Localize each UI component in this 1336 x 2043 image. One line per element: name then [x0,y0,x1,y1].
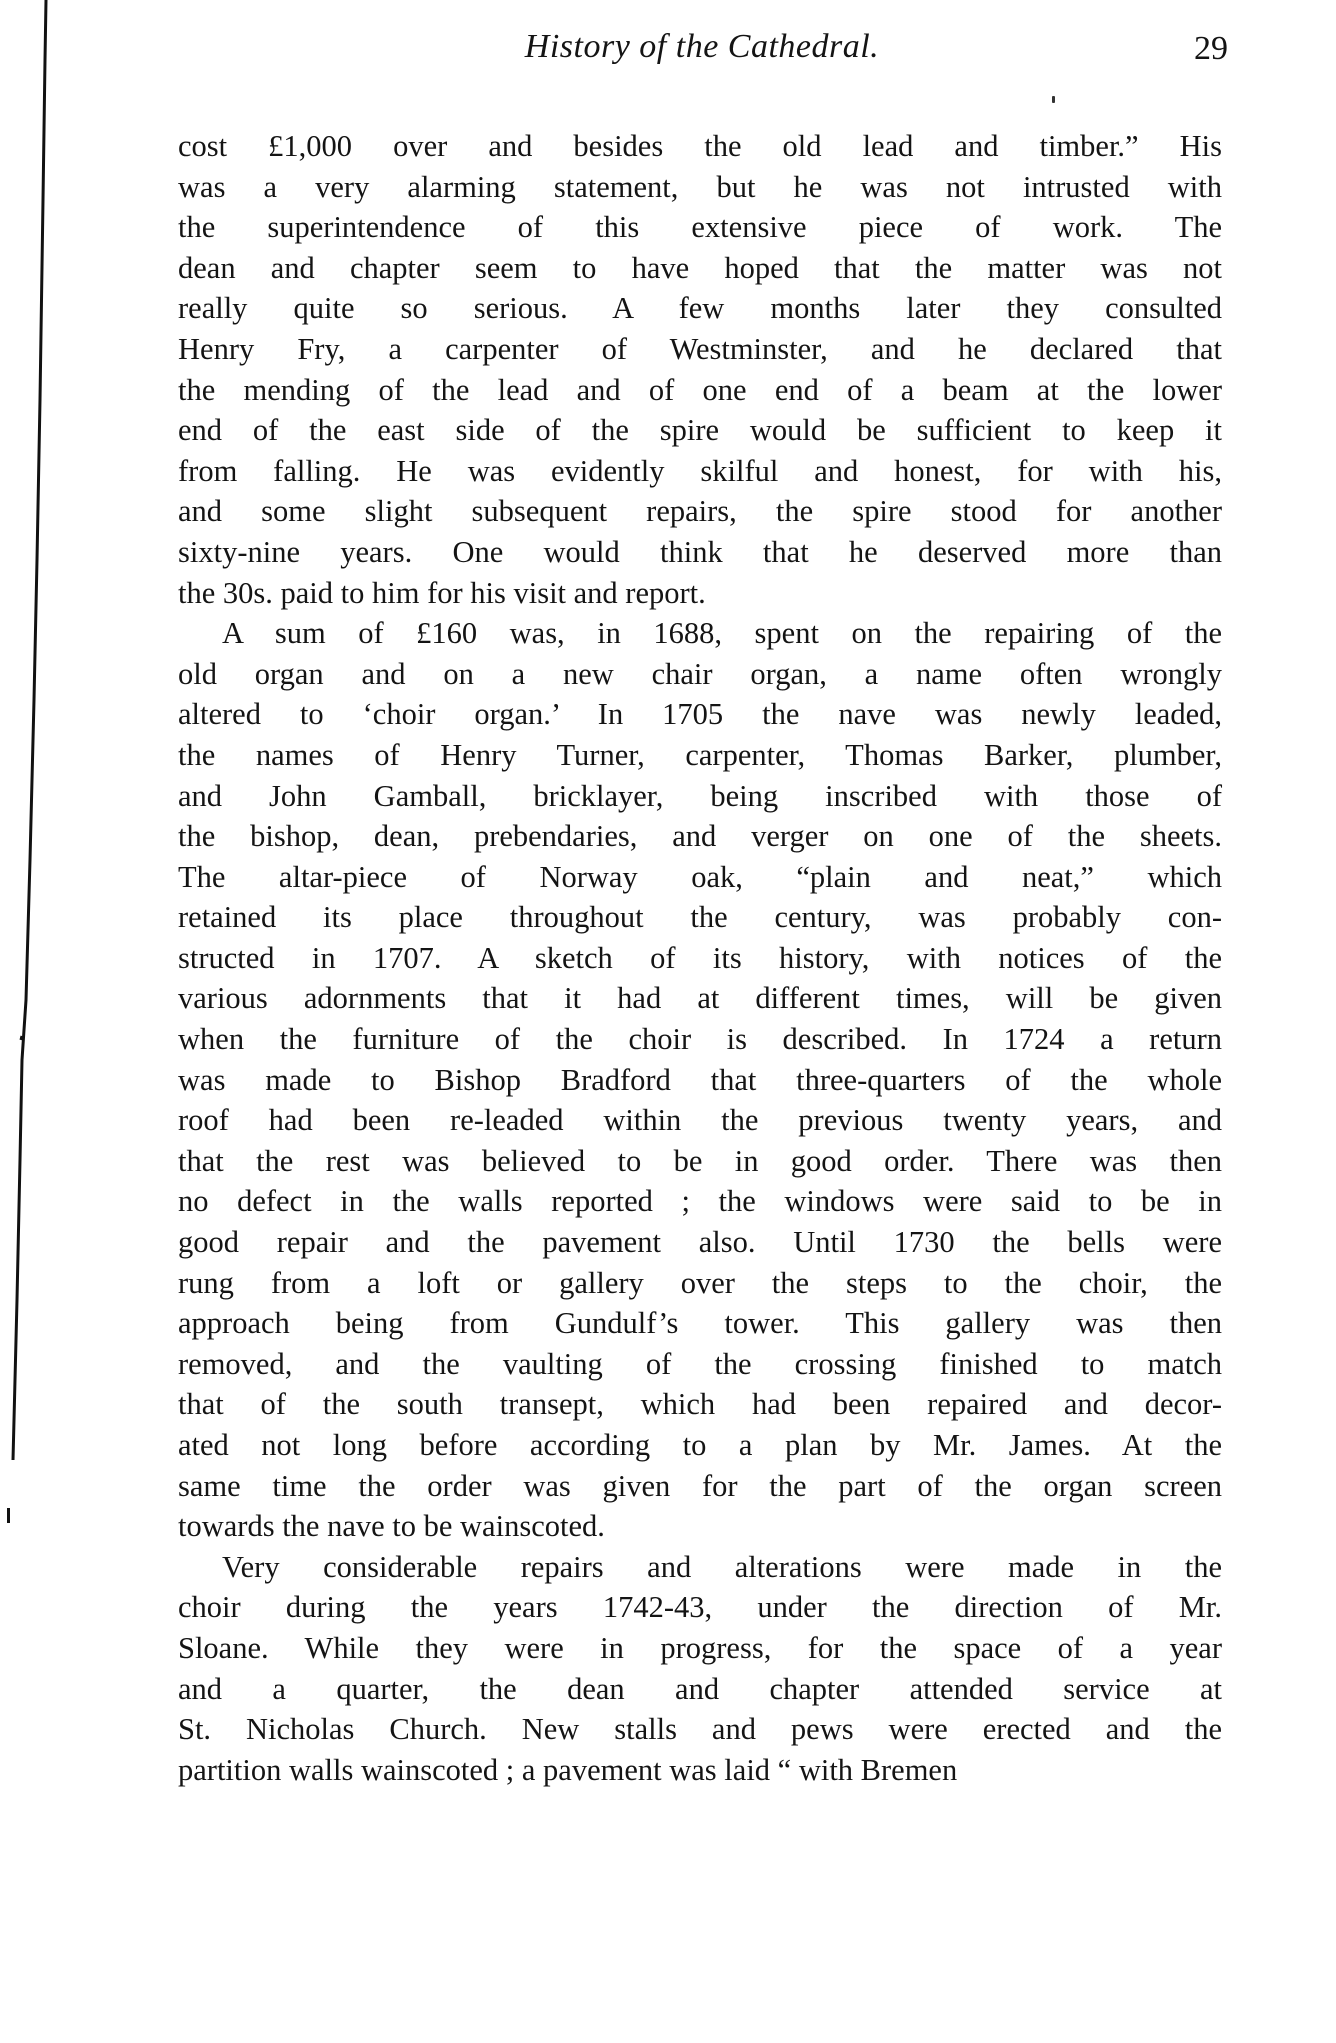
text-line: structed in 1707. A sketch of its history, with notices of the [178,940,1222,975]
text-line: choir during the years 1742-43, under the direction of Mr. [178,1590,1222,1625]
text-line: ated not long before according to a plan by Mr. James. At the [178,1428,1222,1462]
page-number: 29 [1194,30,1228,67]
text-line: altered to ‘choir organ.’ In 1705 the nave was newly leaded, [178,697,1222,732]
text-line: the bishop, dean, prebendaries, and verger on one of the sheets. [178,819,1222,854]
text-line: and a quarter, the dean and chapter attended service at [178,1671,1222,1706]
text-line: old organ and on a new chair organ, a name often wrongly [178,656,1222,691]
text-line: the 30s. paid to him for his visit and report. [178,575,706,610]
text-line: Henry Fry, a carpenter of Westminster, and he declared that [178,331,1222,366]
text-line: dean and chapter seem to have hoped that the matter was not [178,250,1222,285]
paragraph-2 [178,613,1222,1547]
text-line: various adornments that it had at different times, will be given [178,981,1222,1016]
running-title: History of the Cathedral. [524,28,880,65]
text-line: roof had been re-leaded within the previous twenty years, and [178,1103,1222,1138]
text-line: removed, and the vaulting of the crossing finished to match [178,1346,1222,1381]
paragraph-1 [178,126,1222,613]
text-line: end of the east side of the spire would be sufficient to keep it [178,413,1222,448]
scan-speck [1052,96,1055,103]
text-line: A sum of £160 was, in 1688, spent on the repairing of the [222,616,1222,651]
text-line: the names of Henry Turner, carpenter, Thomas Barker, plumber, [178,737,1222,772]
text-line: cost £1,000 over and besides the old lead and timber.” His [178,129,1222,163]
text-line: The altar-piece of Norway oak, “plain and neat,” which [178,859,1222,894]
text-line: the mending of the lead and of one end of a beam at the lower [178,372,1222,407]
text-line: Very considerable repairs and alterations were made in the [222,1549,1222,1584]
text-line: same time the order was given for the part of the organ screen [178,1468,1222,1503]
text-line: really quite so serious. A few months later they consulted [178,291,1222,326]
text-line: partition walls wainscoted ; a pavement was laid “ with Bremen [178,1752,958,1787]
text-line: the superintendence of this extensive piece of work. The [178,210,1222,245]
text-line: good repair and the pavement also. Until 1730 the bells were [178,1225,1222,1260]
text-line: and some slight subsequent repairs, the spire stood for another [178,494,1222,529]
text-line: towards the nave to be wainscoted. [178,1509,605,1544]
text-line: Sloane. While they were in progress, for the space of a year [178,1630,1222,1665]
text-line: from falling. He was evidently skilful and honest, for with his, [178,453,1222,488]
body-text [178,126,1222,1790]
scan-gutter-line [0,0,60,2043]
text-line: no defect in the walls reported ; the windows were said to be in [178,1184,1222,1219]
text-line: when the furniture of the choir is described. In 1724 a return [178,1022,1222,1057]
text-line: that of the south transept, which had been repaired and decor- [178,1387,1222,1422]
text-line: and John Gamball, bricklayer, being inscribed with those of [178,778,1222,813]
text-line: was made to Bishop Bradford that three-quarters of the whole [178,1062,1222,1097]
running-head [176,28,1228,78]
text-line: sixty-nine years. One would think that he deserved more than [178,534,1222,569]
paragraph-3 [178,1547,1222,1791]
text-line: was a very alarming statement, but he was not intrusted with [178,169,1222,204]
text-line: rung from a loft or gallery over the steps to the choir, the [178,1265,1222,1300]
text-line: retained its place throughout the century, was probably con- [178,900,1222,935]
text-line: that the rest was believed to be in good order. There was then [178,1143,1222,1178]
text-line: St. Nicholas Church. New stalls and pews were erected and the [178,1712,1222,1747]
text-line: approach being from Gundulf’s tower. This gallery was then [178,1306,1222,1341]
